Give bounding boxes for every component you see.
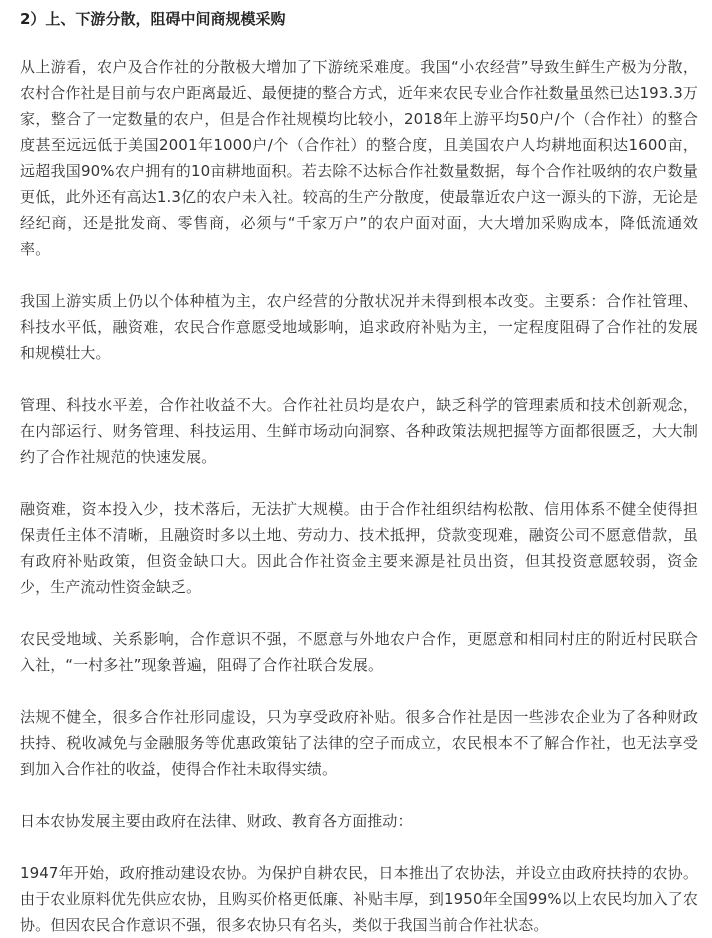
paragraph-japan-intro: 日本农协发展主要由政府在法律、财政、教育各方面推动： <box>20 812 413 830</box>
paragraph-regional-cooperation: 农民受地域、关系影响，合作意识不强，不愿意与外地农户合作，更愿意和相同村庄的附近村民联合入社，“一村多社”现象普遍，阻碍了合作社联合发展。 <box>20 630 698 674</box>
paragraph-japan-1947: 1947年开始，政府推动建设农协。为保护自耕农民，日本推出了农协法，并设立由政府扶持的农协。由于农业原料优先供应农协，且购买价格更低廉、补贴丰厚，到1950年全国99%以上农民均加入了农协。但因农民合作意识不强，很多农协只有名头，类似于我国当前合作社状态。 <box>20 864 698 934</box>
paragraph-upstream-dispersion: 从上游看，农户及合作社的分散极大增加了下游统采难度。我国“小农经营”导致生鲜生产极为分散，农村合作社是目前与农户距离最近、最便捷的整合方式，近年来农民专业合作社数量虽然已达193.3万家，整合了一定数量的农户，但是合作社规模均比较小，2018年上游平均50户/个（合作社）的整合度甚至远远低于美国2001年1000户/个（合作社）的整合度，且美国农户人均耕地面积达1600亩，远超我国90%农户拥有的10亩耕地面积。若去除不达标合作社数量数据，每个合作社吸纳的农户数量更低，此外还有高达1.3亿的农户未入社。较高的生产分散度，使最靠近农户这一源头的下游，无论是经纪商，还是批发商、零售商，必须与“千家万户”的农户面对面，大大增加采购成本，降低流通效率。 <box>20 58 698 258</box>
section-heading: 2）上、下游分散，阻碍中间商规模采购 <box>20 10 286 28</box>
paragraph-regulations: 法规不健全，很多合作社形同虚设，只为享受政府补贴。很多合作社是因一些涉农企业为了各种财政扶持、税收减免与金融服务等优惠政策钻了法律的空子而成立，农民根本不了解合作社，也无法享受到加入合作社的收益，使得合作社未取得实绩。 <box>20 708 698 778</box>
paragraph-financing: 融资难，资本投入少，技术落后，无法扩大规模。由于合作社组织结构松散、信用体系不健全使得担保责任主体不清晰，且融资时多以土地、劳动力、技术抵押，贷款变现难，融资公司不愿意借款，虽有政府补贴政策，但资金缺口大。因此合作社资金主要来源是社员出资，但其投资意愿较弱，资金少，生产流动性资金缺乏。 <box>20 500 698 596</box>
paragraph-management-tech: 管理、科技水平差，合作社收益不大。合作社社员均是农户，缺乏科学的管理素质和技术创新观念，在内部运行、财务管理、科技运用、生鲜市场动向洞察、各种政策法规把握等方面都很匮乏，大大制约了合作社规范的快速发展。 <box>20 396 698 466</box>
paragraph-individual-farming: 我国上游实质上仍以个体种植为主，农户经营的分散状况并未得到根本改变。主要系：合作社管理、科技水平低，融资难，农民合作意愿受地域影响，追求政府补贴为主，一定程度阻碍了合作社的发展和规模壮大。 <box>20 292 698 362</box>
